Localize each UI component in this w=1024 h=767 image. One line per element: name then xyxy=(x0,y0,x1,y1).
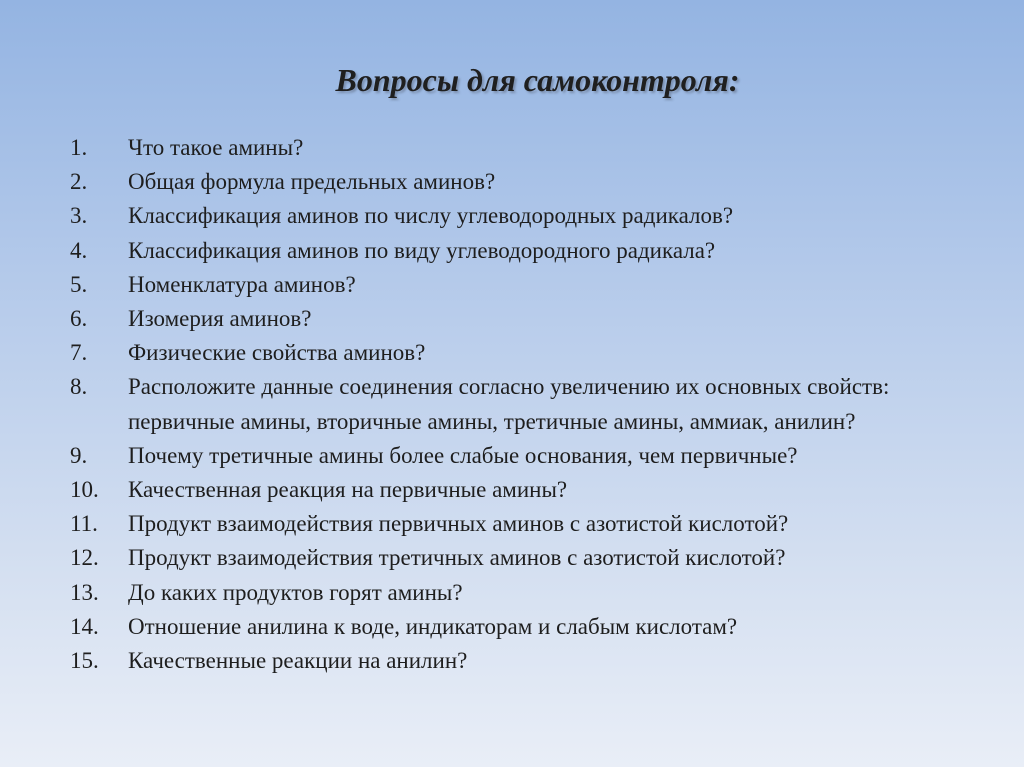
question-text: Почему третичные амины более слабые основания, чем первичные? xyxy=(128,442,798,468)
question-number: 10. xyxy=(70,477,99,503)
question-number: 11. xyxy=(70,511,98,537)
question-number: 5. xyxy=(70,271,88,297)
question-text: Расположите данные соединения согласно увеличению их основных свойств: первичные амины, вторичные амины, третичные амины, аммиак, анилин? xyxy=(128,374,890,434)
question-text: Классификация аминов по виду углеводородного радикала? xyxy=(128,237,716,263)
question-item xyxy=(70,439,1000,473)
question-text: Классификация аминов по числу углеводородных радикалов? xyxy=(128,203,734,229)
question-item xyxy=(70,234,1000,268)
questions-list xyxy=(70,131,1000,678)
question-number: 3. xyxy=(70,203,88,229)
question-text: Что такое амины? xyxy=(128,135,304,160)
question-item xyxy=(70,302,1000,336)
question-item xyxy=(70,541,1000,575)
question-number: 15. xyxy=(70,648,99,674)
question-text: Общая формула предельных аминов? xyxy=(128,169,496,195)
question-item xyxy=(70,131,1000,165)
slide-title: Вопросы для самоконтроля: xyxy=(335,62,740,98)
question-item xyxy=(70,336,1000,370)
question-item xyxy=(70,370,1000,438)
question-text: Изомерия аминов? xyxy=(128,306,312,332)
question-number: 8. xyxy=(70,374,88,400)
question-text: До каких продуктов горят амины? xyxy=(128,579,463,605)
question-text: Качественная реакция на первичные амины? xyxy=(128,477,568,503)
question-number: 7. xyxy=(70,340,88,366)
question-text: Качественные реакции на анилин? xyxy=(128,648,468,674)
question-item xyxy=(70,644,1000,678)
question-text: Продукт взаимодействия третичных аминов с азотистой кислотой? xyxy=(128,545,786,571)
question-number: 13. xyxy=(70,579,99,605)
question-text: Продукт взаимодействия первичных аминов с азотистой кислотой? xyxy=(128,511,789,537)
question-item xyxy=(70,199,1000,233)
question-number: 2. xyxy=(70,169,88,195)
question-number: 4. xyxy=(70,237,88,263)
question-number: 14. xyxy=(70,613,99,639)
question-item xyxy=(70,268,1000,302)
question-item xyxy=(70,473,1000,507)
question-item xyxy=(70,610,1000,644)
question-item xyxy=(70,165,1000,199)
question-number: 6. xyxy=(70,306,88,332)
question-text: Физические свойства аминов? xyxy=(128,340,426,366)
question-number: 1. xyxy=(70,135,88,160)
question-item xyxy=(70,576,1000,610)
question-number: 9. xyxy=(70,442,88,468)
question-text: Отношение анилина к воде, индикаторам и слабым кислотам? xyxy=(128,613,738,639)
question-text: Номенклатура аминов? xyxy=(128,271,356,297)
question-item xyxy=(70,507,1000,541)
question-number: 12. xyxy=(70,545,99,571)
